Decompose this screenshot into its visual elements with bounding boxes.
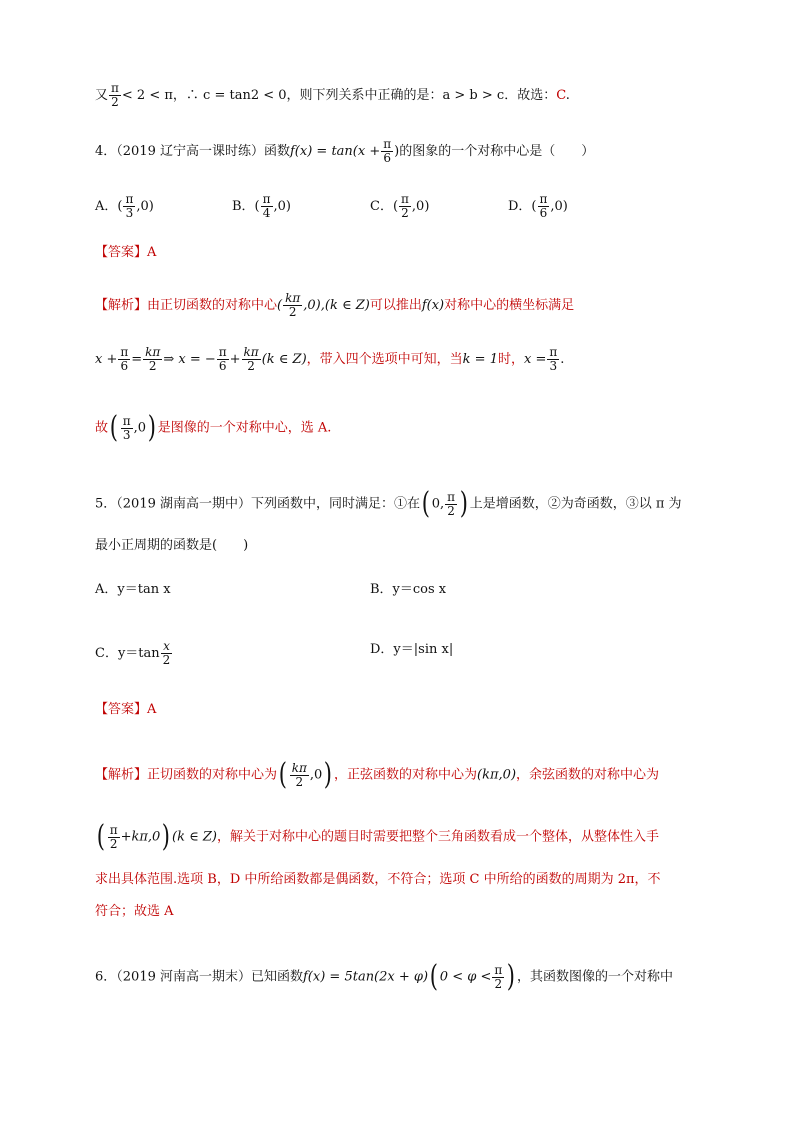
explanation-5-line4: 符合；故选 A: [95, 904, 174, 919]
fraction: $\frac{\pi}{2}$: [111, 81, 119, 109]
answer-5: 【答案】A: [95, 702, 157, 717]
option-b: B．y＝cos x: [370, 582, 447, 597]
explanation-4-line1: 【解析】由正切函数的对称中心( $\frac{k\pi}{2}$ ,0),(k ∈ Z)可以推出f(x)对称中心的横坐标满足: [95, 291, 575, 319]
option-c: C．y＝tan $\frac{x}{2}$: [95, 639, 171, 667]
answer-letter: C: [556, 88, 566, 103]
solution-line-c: 又 $\frac{\pi}{2}$ < 2 < π，∴ c = tan2 < 0，则下列关系中正确的是：a > b > c．故选：C.: [95, 81, 570, 109]
option-a: A．y＝tan x: [95, 582, 171, 597]
question-6: 6．（2019 河南高一期末）已知函数f(x) = 5tan(2x + φ)( 0 < φ < $\frac{\pi}{2}$ ) ，其函数图像的一个对称中: [95, 959, 673, 994]
explanation-5-line1: 【解析】正切函数的对称中心为( $\frac{k\pi}{2}$ ,0) ，正弦函数的对称中心为(kπ,0)，余弦函数的对称中心为: [95, 757, 660, 792]
option-c: C．( $\frac{\pi}{2}$ ,0): [370, 192, 430, 220]
explanation-4-line2: x + $\frac{\pi}{6}$ = $\frac{k\pi}{2}$ ⇒ x = − $\frac{\pi}{6}$ + $\frac{k\pi}{2}$ (k ∈ Z)，带入四个选项中可知，当k = 1时，x = $\frac{\pi}{3}$ .: [95, 345, 565, 373]
option-d: D．y＝|sin x|: [370, 642, 454, 657]
answer-4: 【答案】A: [95, 245, 157, 260]
explanation-5-line3: 求出具体范围.选项 B，D 中所给函数都是偶函数，不符合；选项 C 中所给的函数的周期为 2π，不: [95, 872, 661, 887]
question-5: 5．（2019 湖南高一期中）下列函数中，同时满足：①在( 0, $\frac{\pi}{2}$ ) 上是增函数，②为奇函数，③以 π 为: [95, 486, 682, 521]
question-4: 4．（2019 辽宁高一课时练）函数f(x) = tan(x + $\frac{\pi}{6}$ )的图象的一个对称中心是（ ）: [95, 137, 595, 165]
explanation-5-line2: ( $\frac{\pi}{2}$ +kπ,0) (k ∈ Z)，解关于对称中心的题目时需要把整个三角函数看成一个整体，从整体性入手: [96, 819, 660, 854]
option-d: D．( $\frac{\pi}{6}$ ,0): [508, 192, 568, 220]
option-b: B．( $\frac{\pi}{4}$ ,0): [232, 192, 292, 220]
explanation-4-line3: 故( $\frac{\pi}{3}$ ,0) 是图像的一个对称中心，选 A.: [95, 410, 332, 445]
question-5-line2: 最小正周期的函数是( ): [95, 538, 249, 553]
option-a: A．( $\frac{\pi}{3}$ ,0): [95, 192, 154, 220]
